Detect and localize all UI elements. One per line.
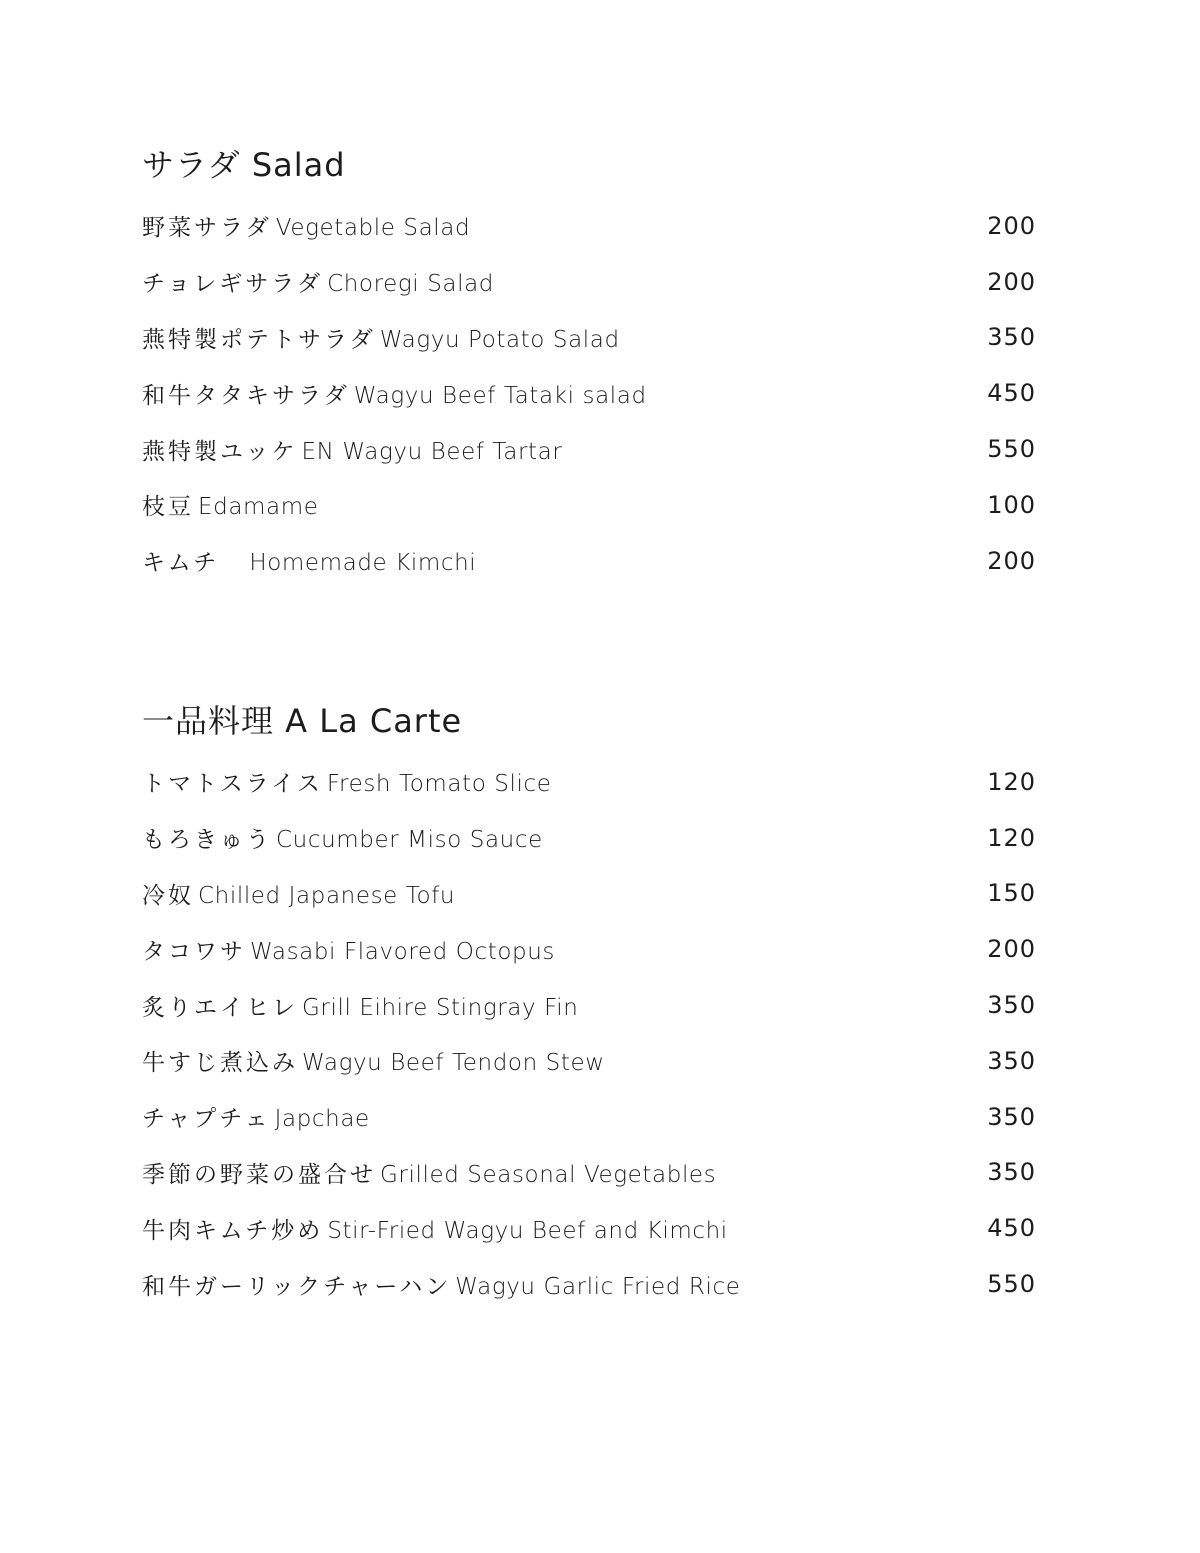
menu-item (142, 866, 1042, 922)
menu-item (142, 421, 1042, 477)
item-name (142, 821, 543, 854)
item-name-english: EN Wagyu Beef Tartar (301, 438, 563, 465)
menu-item (142, 365, 1042, 421)
section-title: サラダ Salad (142, 146, 346, 184)
item-price: 550 (987, 435, 1036, 464)
item-price: 450 (987, 379, 1036, 408)
menu-item (142, 754, 1042, 810)
section-a-la-carte (142, 696, 1042, 1312)
item-price: 350 (987, 1158, 1036, 1187)
item-name-japanese: もろきゅう (142, 827, 272, 854)
item-name (142, 765, 551, 798)
item-name-japanese: 和牛タタキサラダ (142, 382, 350, 409)
item-name-japanese: キムチ (142, 550, 246, 577)
item-name (142, 1212, 728, 1245)
item-name-english: Stir-Fried Wagyu Beef and Kimchi (327, 1217, 728, 1244)
item-name-english: Fresh Tomato Slice (326, 771, 552, 798)
item-name-japanese: 牛肉キムチ炒め (142, 1217, 324, 1244)
item-name (142, 209, 470, 242)
menu-item (142, 533, 1042, 589)
item-price: 100 (987, 490, 1036, 519)
item-price: 150 (987, 879, 1036, 908)
item-price: 200 (987, 546, 1036, 575)
item-name-english: Wagyu Potato Salad (379, 326, 620, 353)
item-name-english: Grill Eihire Stingray Fin (302, 994, 579, 1021)
menu-item (142, 810, 1042, 866)
item-price: 200 (987, 211, 1036, 240)
item-name-english: Edamame (198, 494, 319, 521)
menu-item (142, 1089, 1042, 1145)
menu-item (142, 921, 1042, 977)
item-name-english: Choregi Salad (327, 271, 494, 298)
item-name (142, 265, 494, 298)
item-name (142, 989, 578, 1022)
item-name-japanese: 季節の野菜の盛合せ (142, 1161, 376, 1188)
menu-item (142, 977, 1042, 1033)
item-name-english: Chilled Japanese Tofu (198, 882, 456, 909)
menu-item (142, 310, 1042, 366)
item-name-japanese: 和牛ガーリックチャーハン (142, 1273, 452, 1300)
item-price: 350 (987, 1046, 1036, 1075)
item-name (142, 544, 476, 577)
item-name-japanese: 冷奴 (142, 882, 194, 909)
item-name-japanese: 野菜サラダ (142, 215, 272, 242)
item-price: 350 (987, 1102, 1036, 1131)
section-title: 一品料理 A La Carte (142, 702, 463, 740)
item-price: 120 (987, 823, 1036, 852)
menu-item (142, 477, 1042, 533)
item-price: 120 (987, 767, 1036, 796)
item-name-english: Wasabi Flavored Octopus (250, 938, 555, 965)
item-name-english: Japchae (274, 1106, 370, 1133)
menu-item (142, 1256, 1042, 1312)
item-name-english: Homemade Kimchi (249, 550, 477, 577)
section-salad (142, 140, 1042, 589)
item-name-english: Wagyu Beef Tataki salad (353, 382, 647, 409)
item-name-japanese: 燕特製ユッケ (142, 438, 298, 465)
item-name-japanese: トマトスライス (142, 771, 323, 798)
menu-item (142, 1200, 1042, 1256)
item-name-japanese: 枝豆 (142, 494, 194, 521)
menu-item (142, 1033, 1042, 1089)
item-name (142, 488, 318, 521)
item-name-english: Cucumber Miso Sauce (276, 827, 543, 854)
item-name-japanese: 牛すじ煮込み (142, 1050, 298, 1077)
item-name-japanese: タコワサ (142, 938, 246, 965)
menu-list (142, 754, 1042, 1312)
item-name-english: Grilled Seasonal Vegetables (380, 1161, 717, 1188)
menu-list (142, 198, 1042, 589)
item-name (142, 321, 620, 354)
item-name (142, 377, 647, 410)
item-name (142, 433, 562, 466)
item-name-japanese: チャプチェ (142, 1106, 271, 1133)
menu-item (142, 254, 1042, 310)
item-name (142, 877, 455, 910)
menu-item (142, 1145, 1042, 1201)
item-name (142, 1156, 716, 1189)
item-name (142, 933, 555, 966)
item-price: 200 (987, 935, 1036, 964)
item-name-english: Wagyu Beef Tendon Stew (302, 1050, 605, 1077)
item-name-japanese: チョレギサラダ (142, 271, 324, 298)
item-name (142, 1268, 740, 1301)
item-price: 450 (987, 1214, 1036, 1243)
item-name-japanese: 燕特製ポテトサラダ (142, 326, 376, 353)
item-name-japanese: 炙りエイヒレ (142, 994, 298, 1021)
item-price: 550 (987, 1270, 1036, 1299)
item-name (142, 1044, 605, 1077)
menu-item (142, 198, 1042, 254)
item-price: 350 (987, 991, 1036, 1020)
item-price: 200 (987, 267, 1036, 296)
item-name-english: Vegetable Salad (275, 215, 471, 242)
item-name (142, 1100, 370, 1133)
item-price: 350 (987, 323, 1036, 352)
item-name-english: Wagyu Garlic Fried Rice (455, 1273, 741, 1300)
